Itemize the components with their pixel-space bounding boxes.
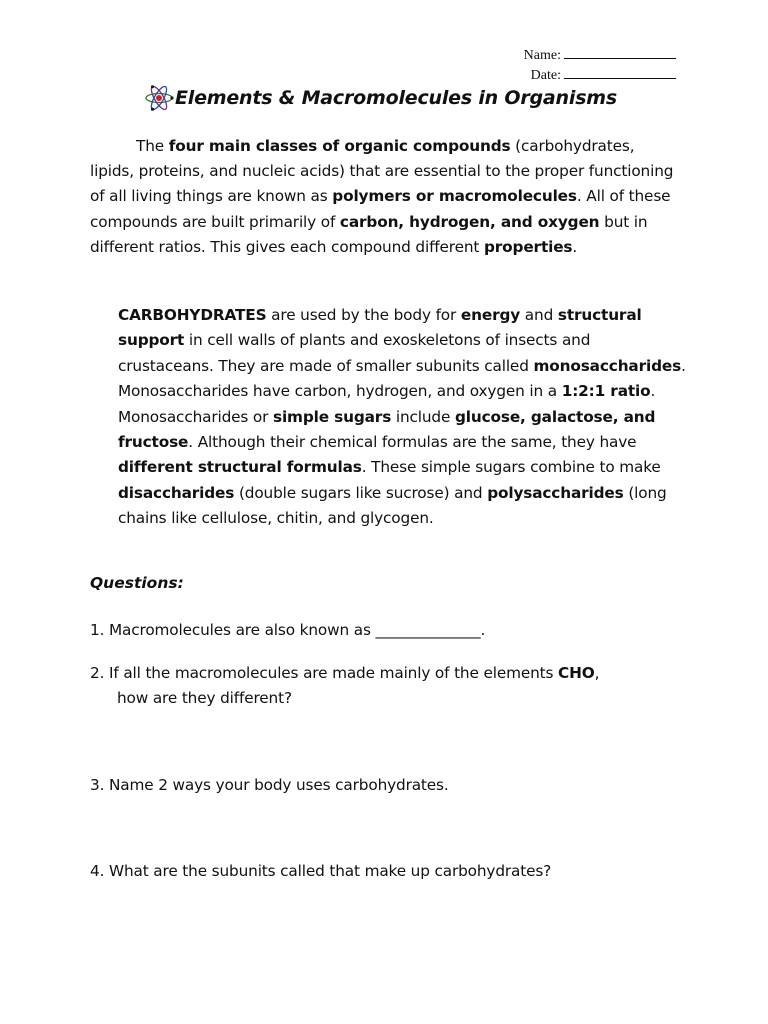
question-3: 3. Name 2 ways your body uses carbohydrates. <box>90 776 449 794</box>
intro-bold: polymers or macromolecules <box>332 187 577 206</box>
carbs-bold: structural support <box>118 306 642 350</box>
carbs-bold: monosaccharides <box>533 356 682 375</box>
name-blank[interactable] <box>564 46 676 59</box>
question-1: 1. Macromolecules are also known as ______________. <box>90 621 486 639</box>
intro-text: (carbohydrates, lipids, proteins, and nucleic acids) that are essential to the proper functioning of all living things are known as <box>90 137 674 206</box>
carbs-bold: CARBOHYDRATES <box>118 306 267 324</box>
question-2 <box>90 661 690 711</box>
intro-bold: properties <box>483 237 573 256</box>
questions-heading: Questions: <box>90 574 184 592</box>
carbs-bold: polysaccharides <box>487 483 624 502</box>
date-line <box>524 66 676 86</box>
page-title <box>144 84 617 112</box>
intro-text: . All of these compounds are built primarily of <box>90 187 671 231</box>
carbs-text: include <box>391 407 455 426</box>
carbs-text: . Monosaccharides or <box>118 382 656 426</box>
carbs-text: in cell walls of plants and exoskeletons of insects and crustaceans. They are made of smaller subunits called <box>118 331 591 375</box>
question-4: 4. What are the subunits called that make up carbohydrates? <box>90 862 552 880</box>
carbs-text: . These simple sugars combine to make <box>361 458 661 477</box>
carbs-text: are used by the body for <box>266 306 461 324</box>
date-label: Date: <box>530 68 561 83</box>
intro-bold: four main classes of organic compounds <box>168 137 511 155</box>
date-blank[interactable] <box>564 66 676 79</box>
carbs-text: . Although their chemical formulas are the same, they have <box>188 433 637 452</box>
intro-paragraph <box>90 134 680 260</box>
carbs-bold: simple sugars <box>273 407 392 426</box>
name-label: Name: <box>523 48 561 63</box>
name-line <box>524 46 676 66</box>
carbs-text: and <box>520 306 558 324</box>
question-2-comma: , <box>594 664 600 682</box>
carbs-text: . Monosaccharides have carbon, hydrogen, and oxygen in a <box>118 356 686 401</box>
name-date-block <box>524 46 676 86</box>
intro-bold: carbon, hydrogen, and oxygen <box>339 212 600 231</box>
intro-text: but in different ratios. This gives each compound different <box>90 212 648 256</box>
carbs-bold: different structural formulas <box>118 458 362 477</box>
atom-icon <box>144 84 174 112</box>
question-2-bold: CHO <box>558 664 595 682</box>
question-2-continuation: how are they different? <box>117 689 292 707</box>
carbohydrates-paragraph <box>118 303 688 532</box>
title-text: Elements & Macromolecules in Organisms <box>175 87 618 109</box>
carbs-bold: glucose, galactose, and fructose <box>118 407 656 452</box>
carbs-bold: disaccharides <box>118 483 235 502</box>
carbs-bold: energy <box>460 306 521 324</box>
carbs-bold: 1:2:1 ratio <box>561 382 651 401</box>
intro-text: The <box>136 137 169 155</box>
question-2-text: 2. If all the macromolecules are made mainly of the elements <box>90 664 559 682</box>
carbs-text: (long chains like cellulose, chitin, and glycogen. <box>118 483 667 528</box>
intro-text: . <box>572 237 578 256</box>
carbs-text: (double sugars like sucrose) and <box>234 483 488 502</box>
